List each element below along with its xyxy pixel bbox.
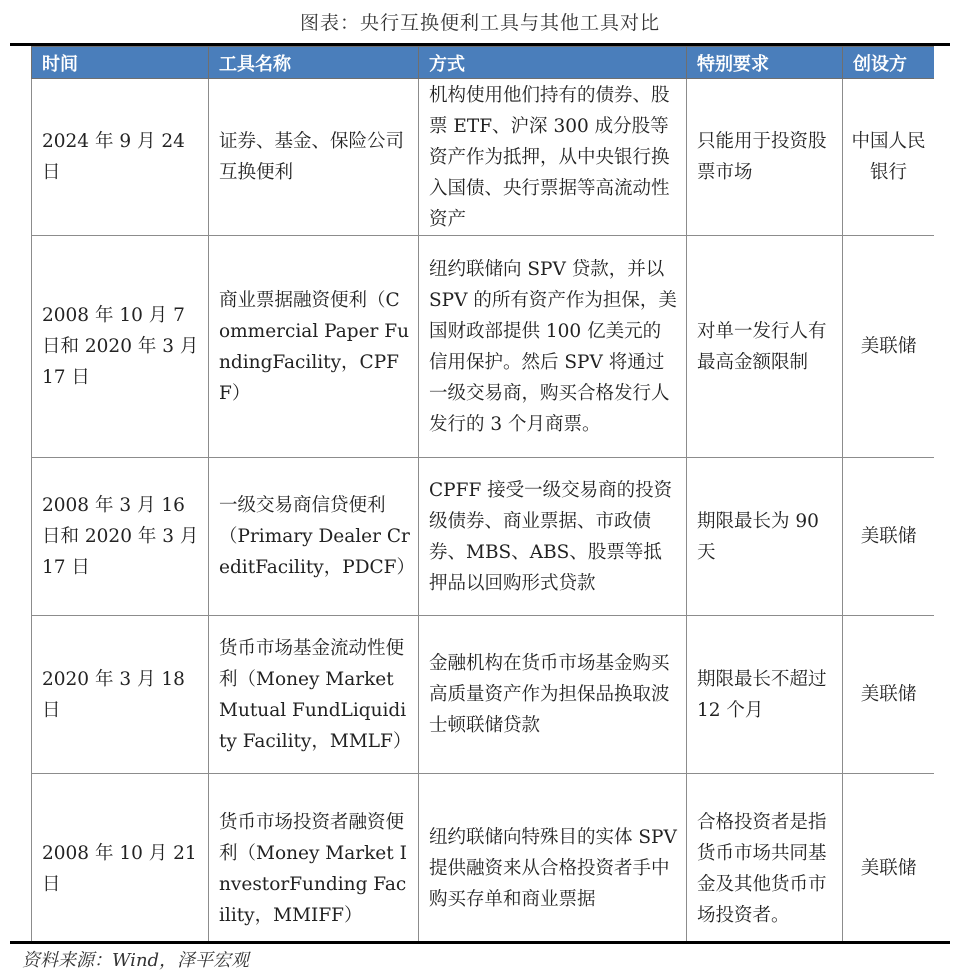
table-row	[32, 236, 935, 458]
cell-method: CPFF 接受一级交易商的投资级债券、商业票据、市政债券、MBS、ABS、股票等抵押品以回购形式贷款	[419, 458, 687, 616]
cell-creator: 美联储	[843, 774, 935, 942]
header-creator: 创设方	[843, 47, 935, 79]
cell-tool-name: 货币市场投资者融资便利（Money Market InvestorFunding Facility，MMIFF）	[209, 774, 419, 942]
cell-tool-name: 商业票据融资便利（Commercial Paper FundingFacility，CPFF）	[209, 236, 419, 458]
cell-creator: 美联储	[843, 236, 935, 458]
table-header-row	[32, 47, 935, 79]
comparison-table	[31, 46, 934, 941]
cell-creator: 美联储	[843, 616, 935, 774]
table-row	[32, 79, 935, 236]
cell-tool-name: 货币市场基金流动性便利（Money Market Mutual FundLiquidity Facility，MMLF）	[209, 616, 419, 774]
cell-method: 金融机构在货币市场基金购买高质量资产作为担保品换取波士顿联储贷款	[419, 616, 687, 774]
cell-requirements: 期限最长为 90 天	[687, 458, 843, 616]
cell-requirements: 对单一发行人有最高金额限制	[687, 236, 843, 458]
header-method: 方式	[419, 47, 687, 79]
header-tool-name: 工具名称	[209, 47, 419, 79]
cell-requirements: 只能用于投资股票市场	[687, 79, 843, 236]
cell-creator: 中国人民银行	[843, 79, 935, 236]
cell-method: 纽约联储向 SPV 贷款，并以 SPV 的所有资产作为担保，美国财政部提供 100 亿美元的信用保护。然后 SPV 将通过一级交易商，购买合格发行人发行的 3 个月商票。	[419, 236, 687, 458]
source-note: 资料来源：Wind，泽平宏观	[22, 950, 250, 971]
cell-time: 2008 年 3 月 16 日和 2020 年 3 月 17 日	[32, 458, 209, 616]
header-requirements: 特别要求	[687, 47, 843, 79]
cell-method: 纽约联储向特殊目的实体 SPV 提供融资来从合格投资者手中购买存单和商业票据	[419, 774, 687, 942]
cell-time: 2008 年 10 月 7 日和 2020 年 3 月 17 日	[32, 236, 209, 458]
figure-title: 图表：央行互换便利工具与其他工具对比	[299, 12, 660, 34]
table-row	[32, 774, 935, 942]
cell-creator: 美联储	[843, 458, 935, 616]
header-time: 时间	[32, 47, 209, 79]
cell-requirements: 期限最长不超过 12 个月	[687, 616, 843, 774]
table-row	[32, 458, 935, 616]
cell-requirements: 合格投资者是指货币市场共同基金及其他货币市场投资者。	[687, 774, 843, 942]
cell-tool-name: 证券、基金、保险公司互换便利	[209, 79, 419, 236]
cell-method: 机构使用他们持有的债券、股票 ETF、沪深 300 成分股等资产作为抵押，从中央银行换入国债、央行票据等高流动性资产	[419, 79, 687, 236]
cell-time: 2024 年 9 月 24 日	[32, 79, 209, 236]
bottom-rule	[10, 941, 950, 944]
table-container	[31, 46, 934, 941]
table-row	[32, 616, 935, 774]
cell-tool-name: 一级交易商信贷便利（Primary Dealer CreditFacility，PDCF）	[209, 458, 419, 616]
cell-time: 2008 年 10 月 21 日	[32, 774, 209, 942]
cell-time: 2020 年 3 月 18 日	[32, 616, 209, 774]
